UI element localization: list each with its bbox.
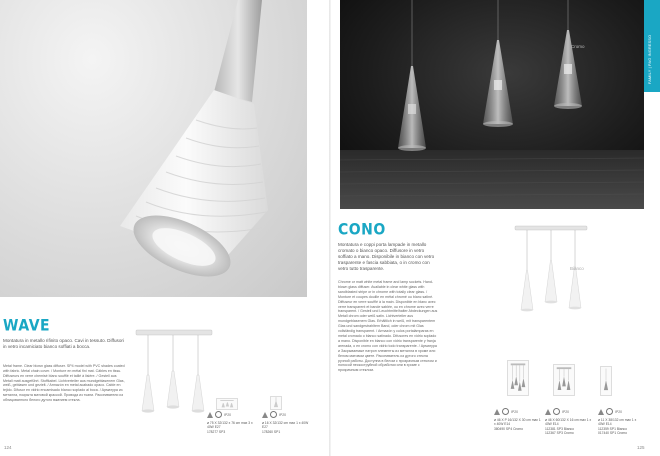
page-gutter [329,0,331,456]
warning-icon [207,412,213,418]
cono-product-label: Bianco [570,266,584,271]
ip-rating: IP20 [615,409,622,414]
page-number-right: 125 [637,445,645,450]
cono-sp1-code-cromo: 017440 SP1 Cromo [598,430,627,435]
class-rating-icon [270,411,277,418]
cono-sp4-thumbnail [507,360,529,396]
cono-description-multilingual: Chrome or matt white metal frame and lamp sockets. Hand-blown glass diffuser. Available in clear white glass with sandblasted stripe or in chrome with totally clear glass. / Monture et coupes douille en métal chromé ou blanc satiné. Diffuseur en verre soufflé à la main. Disponible en blanc avec verre transparent et bande sablée, ou en chrome avec verre transparent. / Gestell und Leuchtmittelhalter Abdeckungen aus Metall chrom oder weiß satin. Lichtverteiler aus mundgeblasenem Glas. Erhältlich in weiß, mit transparentem Glas und sandgestrahltem Band, oder chrom mit Glas vollständig transparent. / Armazón y culos portalámparas en metal cromado o blanco satinado. Difusores en vidrio soplado a mano. Disponible en blanco con vidrio transparente y franja arenada, o en cromo con vidrio todo transparente. / Арматура и Закрываемые патрон элементы из металла в хроме или белом матовом цвете. Рассеиватель из дутого стекла ручной работы. Доступна в белом с прозрачным стеклом и полосой пескоструйной обработки или в хроме с прозрачным стеклом. [338,280,438,373]
class-rating-icon [502,408,509,415]
wave-description-italian: Montatura in metallo rifinito opaco. Cavi in tessuto. Diffusori in vetro incamiciato bianco soffiati a bocca. [3,338,124,349]
cono-sp3-dimensions: ø 46 X 60/132 X 16 cm max 1 x 40W E14 [545,418,592,427]
ip-rating: IP20 [562,409,569,414]
cono-sp4-dimensions: ø 46 X P 16/132 X 30 cm max 1 x 40W E14 [494,418,541,427]
cono-sp4-icons [494,408,518,415]
cono-sp4-code: 380490 SP4 Cromo [494,426,523,431]
warning-icon [494,409,500,415]
cono-description-italian: Montatura e coppi porta lampade in metallo cromato o bianco opaco. Diffusore in vetro soffiato a mano. Disponibile in bianco con vetro trasparente e fascia sabbiata, o in cromo con vetro tutto trasparente. [338,242,435,271]
cono-sp3-thumbnail [553,364,575,396]
page-number-left: 124 [4,445,12,450]
cono-sp4-spec [494,418,542,431]
wave-sp3-product-image [128,325,218,425]
wave-sp3-thumbnail [216,398,238,410]
cono-lamp-photo [340,0,644,209]
wave-lamp-photo [0,0,307,297]
cono-sp3-code-cromo: 112367 SP3 Cromo [545,430,574,435]
wave-sp1-spec [262,421,310,434]
ip-rating: IP20 [224,412,231,417]
ip-rating: IP20 [279,412,286,417]
warning-icon [598,409,604,415]
wave-sp1-thumbnail [270,396,282,410]
side-tab-label: FAMILY | PAG INGRESSO [648,34,652,84]
wave-description-multilingual: Metal frame. Clear blown glass diffuser. SP4 model with PVC shades coated with fabric. Metal chain cover. / Monture en métal fini mat. Câbles en tissu. Diffuseurs en verre chemisé blanc soufflé et taillé à lisière. / Gestell aus Metall matt ausgeführt. Stoffkabel. Lichtverteiler aus mundgeblasenem Glas, weiß, geblasen und gezielt. / Armazón en metal acabado opaco. Cable en tejido. Difusor en vidrio encamisado blanco soplado al boca. / Арматура из металла, покрыта матовой краской. Провода из ткани. Рассеиватели из облицованного белого дутого вжатием стекла. [3,364,125,402]
cono-title: CONO [338,220,386,240]
section-side-tab [644,0,660,92]
cono-sp3-spec [545,418,593,435]
cono-sp3-code-bianco: 112381 SP3 Bianco [545,426,574,431]
class-rating-icon [553,408,560,415]
wave-sp3-icons [207,411,231,418]
warning-icon [262,412,268,418]
wave-sp3-spec [207,421,257,434]
cono-sp1-thumbnail [600,366,612,396]
wave-sp1-code: 178260 SP1 [262,429,281,434]
cono-photo-label: Cromo [571,44,585,49]
class-rating-icon [215,411,222,418]
cono-sp1-code-bianco: 112359 SP1 Bianco [598,426,627,431]
wave-sp1-dimensions: ø 16 X 32/132 cm max 1 x 40W E27 [262,421,309,430]
wave-sp1-icons [262,411,286,418]
cono-sp1-icons [598,408,622,415]
ip-rating: IP20 [511,409,518,414]
cono-lamp-illustration [340,0,644,209]
cono-sp1-dimensions: ø 11 X 38/132 cm max 1 x 40W E14 [598,418,637,427]
cono-sp3-product-image [505,224,600,324]
cono-sp3-icons [545,408,569,415]
wave-sp3-dimensions: ø 75 X 32/132 x 76 cm max 3 x 40W E27 [207,421,253,430]
wave-title: WAVE [3,316,51,336]
cono-sp1-spec [598,418,642,435]
class-rating-icon [606,408,613,415]
warning-icon [545,409,551,415]
wave-lamp-illustration [0,0,307,297]
wave-sp3-code: 178277 SP3 [207,429,226,434]
